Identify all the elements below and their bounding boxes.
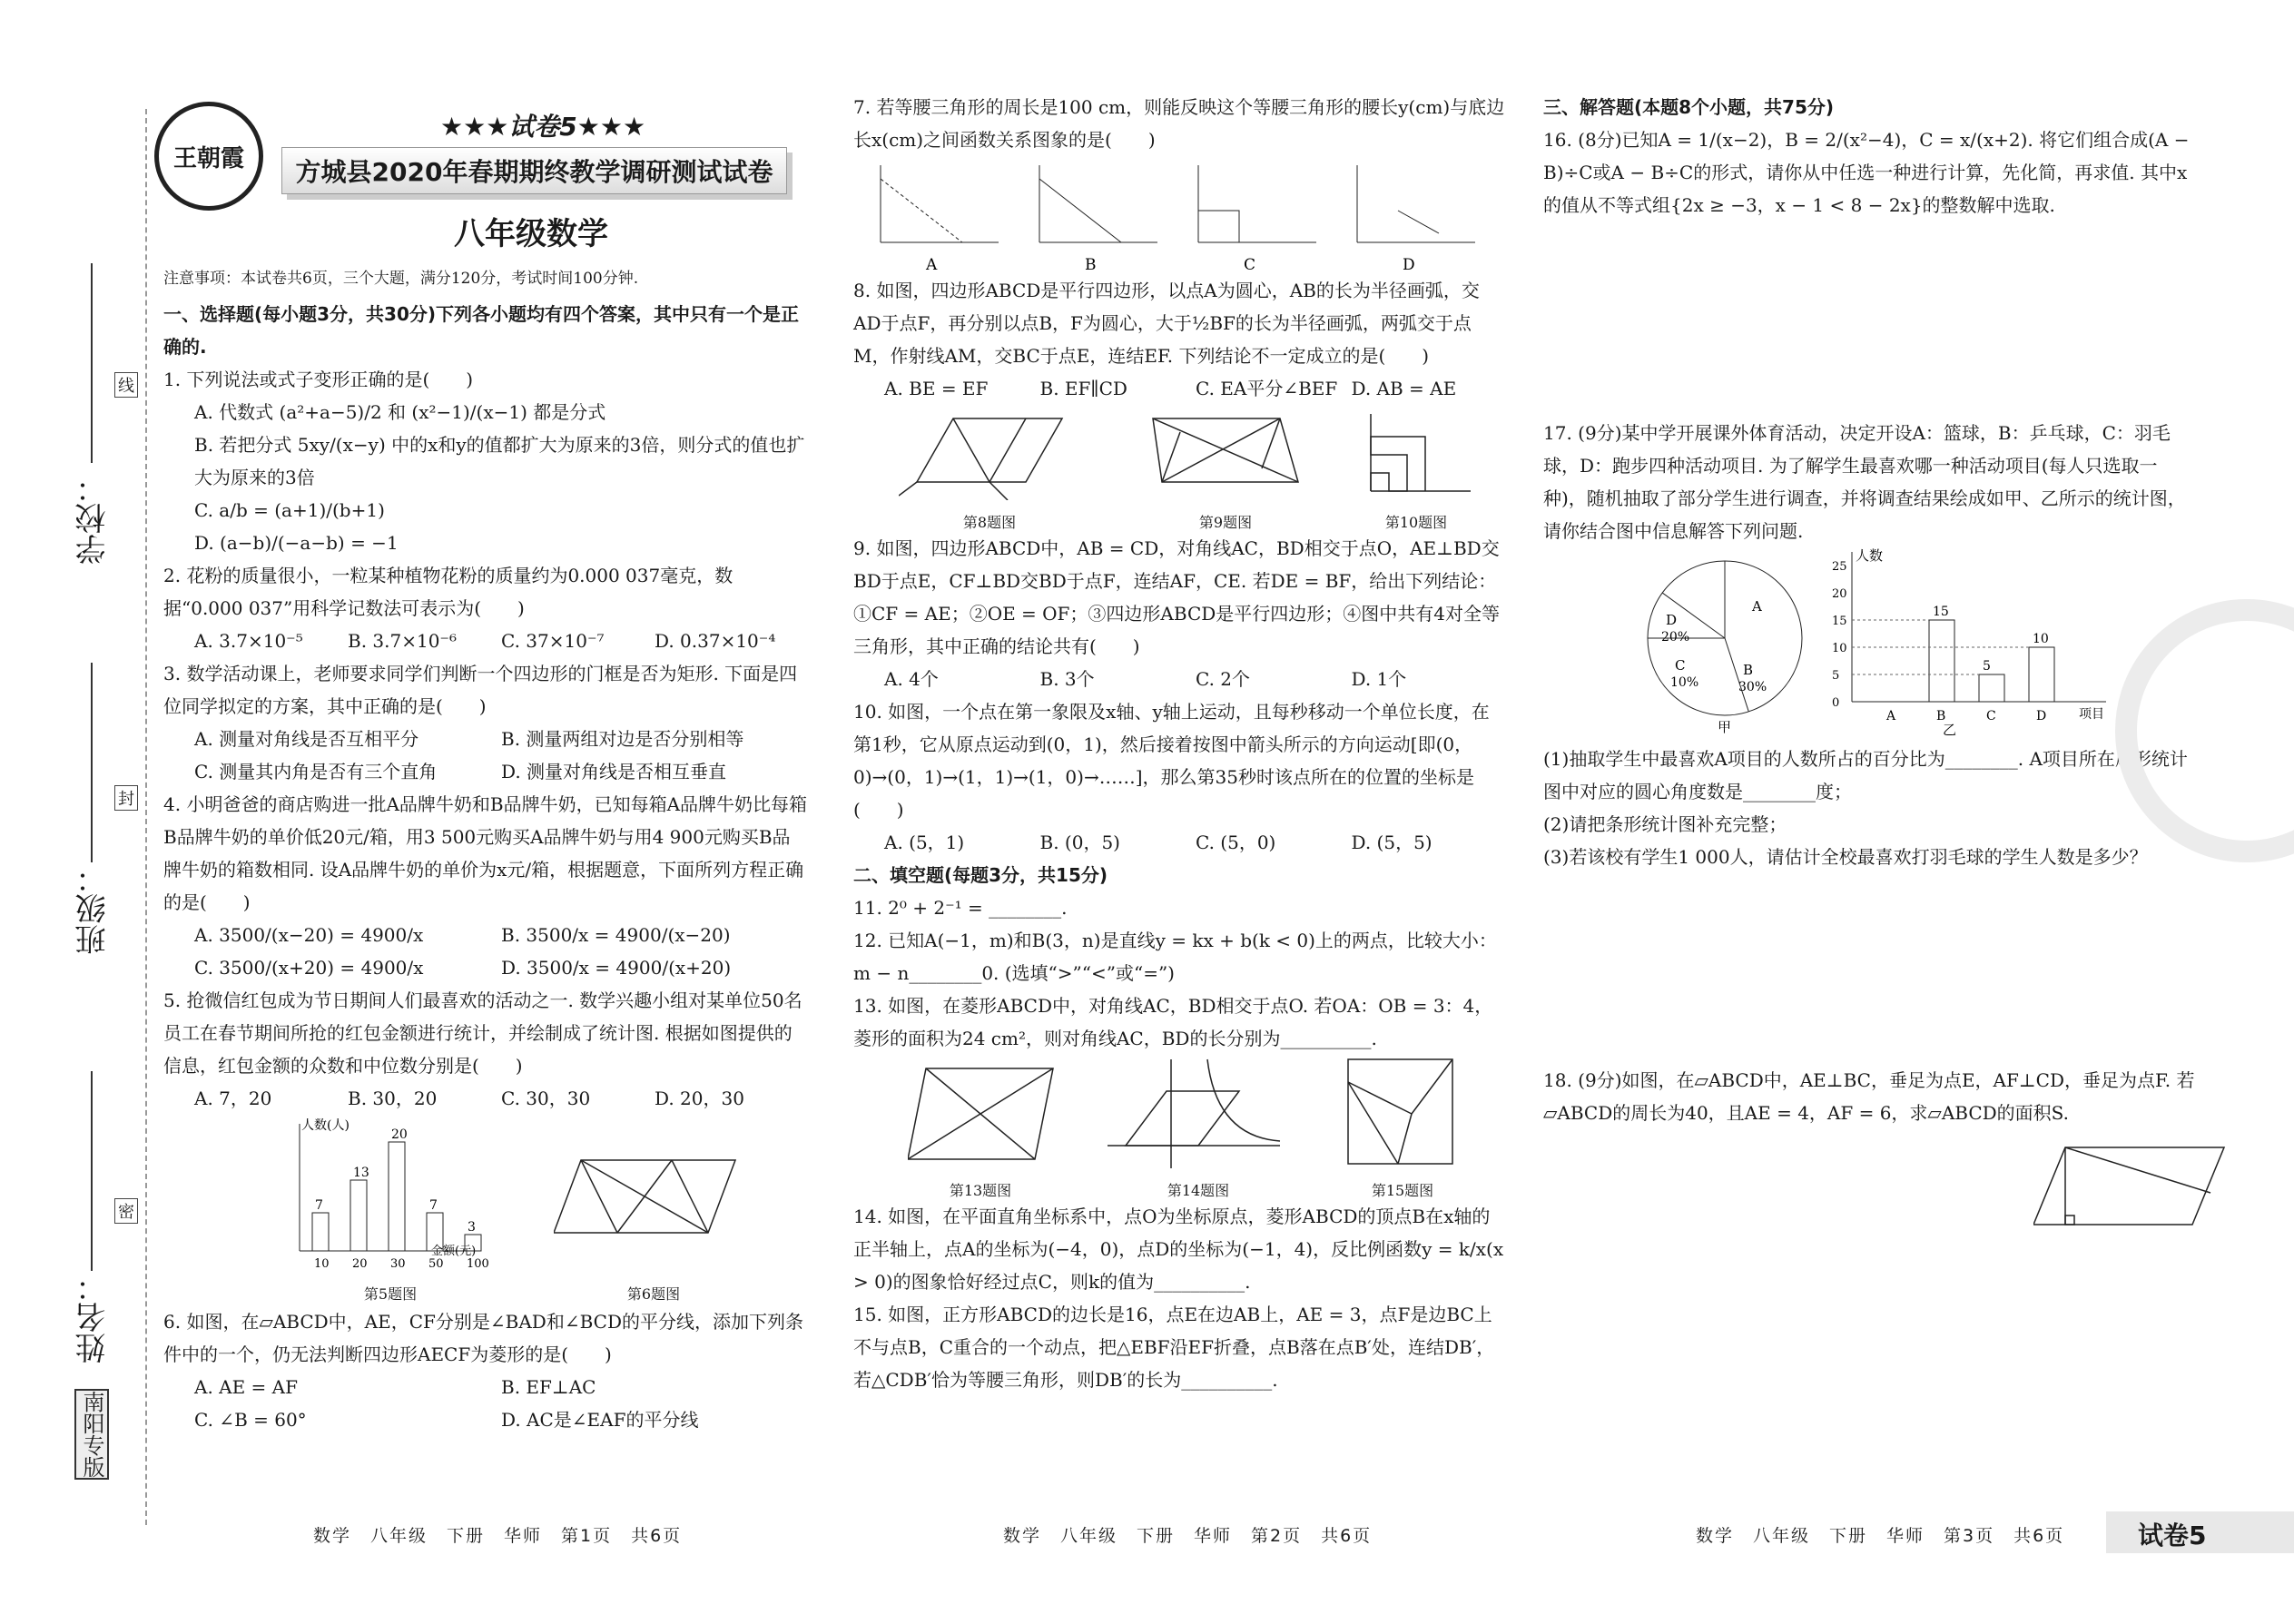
question-16: 16. (8分)已知A = 1/(x−2)，B = 2/(x²−4)，C = x/(x+2). 将它们组合成(A − B)÷C或A − B÷C的形式，请你从中任选一种进行计算，先化简，再求值. 其中x的值从不等式组{2x ≥ −3，x − 1 < 8 − 2x}的整数解中选取. [1543, 129, 2190, 216]
pie-slice-name: A [1752, 598, 1762, 615]
q7-graph-line [881, 179, 962, 242]
bar17-y-tick: 25 [1832, 560, 1847, 574]
page2-footer: 数学 八年级 下册 华师 第2页 共6页 [1003, 1526, 1373, 1546]
fig14-caption: 第14题图 [1167, 1182, 1230, 1199]
pie-slice-name: D [1666, 612, 1678, 628]
fig5-y-label: 人数(人) [301, 1118, 350, 1133]
bar17-bar [1929, 620, 1954, 702]
fig5-bar-label: 20 [391, 1127, 408, 1142]
q7-graph-set [853, 156, 1507, 274]
bar17-bar [1979, 674, 2004, 702]
page3-footer: 数学 八年级 下册 华师 第3页 共6页 [1696, 1526, 2065, 1546]
page2-column [853, 91, 1507, 1396]
page1-footer: 数学 八年级 下册 华师 第1页 共6页 [313, 1526, 683, 1546]
bar17-x-tick: A [1886, 709, 1896, 723]
page1-column [163, 298, 808, 1436]
q5-options [163, 1082, 808, 1115]
fig10-caption: 第10题图 [1384, 514, 1448, 531]
q2-option: C. 37×10⁻⁷ [501, 630, 605, 652]
q9-option: A. 4个 [884, 668, 939, 690]
q2-option: A. 3.7×10⁻⁵ [194, 630, 303, 652]
notice: 注意事项：本试卷共6页，三个大题，满分120分，考试时间100分钟. [163, 270, 639, 288]
q7-graphs [853, 156, 1507, 274]
fig5-bar [350, 1180, 367, 1251]
pie-slice-name: B [1743, 662, 1754, 678]
q6-options [163, 1371, 808, 1436]
q7-graph-label: D [1403, 256, 1415, 274]
fig5-tick-label: 20 [352, 1257, 368, 1271]
question-7: 7. 若等腰三角形的周长是100 cm，则能反映这个等腰三角形的腰长y(cm)与底边长x(cm)之间函数关系图象的是( ) [853, 96, 1505, 151]
question-4: 4. 小明爸爸的商店购进一批A品牌牛奶和B品牌牛奶，已知每箱A品牌牛奶比每箱B品牌牛奶的单价低20元/箱，用3 500元购买A品牌牛奶与用4 900元购买B品牌牛奶的箱数相同. 设A品牌牛奶的单价为x元/箱，根据题意，下面所列方程正确的是( ) [163, 793, 808, 913]
exam-badge: ★★★试卷5★★★ [440, 112, 646, 142]
section-choice-heading: 一、选择题(每小题3分，共30分)下列各小题均有四个答案，其中只有一个是正确的. [163, 303, 800, 358]
q3-options [163, 723, 808, 788]
question-11: 11. 2⁰ + 2⁻¹ = ________. [853, 897, 1068, 919]
section-fill-heading: 二、填空题(每题3分，共15分) [853, 864, 1108, 886]
question-13: 13. 如图，在菱形ABCD中，对角线AC，BD相交于点O. 若OA：OB = 3：4，菱形的面积为24 cm²，则对角线AC，BD的长分别为__________. [853, 995, 1493, 1049]
q4-options [163, 919, 808, 984]
fig5-x-label: 金额(元) [431, 1245, 477, 1258]
fig15-square-fold [1344, 1055, 1462, 1173]
fig13-caption: 第13题图 [949, 1182, 1012, 1199]
question-9: 9. 如图，四边形ABCD中，AB = CD，对角线AC，BD相交于点O，AE⊥BD交BD于点E，CF⊥BD交BD于点F，连结AF，CE. 若DE = BF，给出下列结论：①CF = AE；②OE = OF；③四边形ABCD是平行四边形；④图中共有4对全等三角形，其中正确的结论共有( ) [853, 537, 1501, 657]
fig5-tick-label: 50 [428, 1257, 444, 1271]
question-17: 17. (9分)某中学开展课外体育活动，决定开设A：篮球，B：乒乓球，C：羽毛球，D：跑步四种活动项目. 为了解学生最喜欢哪一种活动项目(每人只选取一种)，随机抽取了部分学生进行调查，并将调查结果绘成如甲、乙所示的统计图，请你结合图中信息解答下列问题. [1543, 422, 2186, 542]
fig8-parallelogram [899, 409, 1080, 500]
fig9-caption: 第9题图 [1198, 514, 1253, 531]
q8-q10-figures [853, 405, 1507, 532]
q9-option: D. 1个 [1351, 668, 1407, 690]
q2-option: B. 3.7×10⁻⁶ [348, 630, 457, 652]
q6-option: A. AE = AF [194, 1376, 298, 1398]
q6-option: D. AC是∠EAF的平分线 [501, 1409, 699, 1431]
q8-option: A. BE = EF [884, 378, 989, 399]
q10-option: D. (5，5) [1351, 832, 1433, 853]
binding-line [145, 109, 147, 1525]
q4-option: A. 3500/(x−20) = 4900/x [194, 924, 424, 946]
fig5-bar-label: 7 [315, 1198, 323, 1213]
bar17-caption: 乙 [1943, 722, 1957, 738]
pie-slice-pct: 20% [1661, 630, 1690, 645]
question-1: 1. 下列说法或式子变形正确的是( ) [163, 369, 474, 390]
q9-options [853, 663, 1507, 695]
question-15: 15. 如图，正方形ABCD的边长是16，点E在边AB上，AE = 3，点F是边BC上不与点B，C重合的一个动点，把△EBF沿EF折叠，点B落在点B′处，连结DB′，若△CDB′恰为等腰三角形，则DB′的长为__________. [853, 1304, 1495, 1391]
q10-option: C. (5，0) [1196, 832, 1276, 853]
subject-title: 八年级数学 [454, 216, 608, 252]
fig5-caption: 第5题图 [363, 1285, 418, 1303]
q2-option: D. 0.37×10⁻⁴ [655, 630, 776, 652]
pie-slice-name: C [1675, 657, 1686, 674]
q1-option-b: B. 若把分式 5xy/(x−y) 中的x和y的值都扩大为原来的3倍，则分式的值也扩大为原来的3倍 [194, 434, 805, 488]
q4-option: D. 3500/x = 4900/(x+20) [501, 957, 732, 979]
fig5-bar [389, 1142, 405, 1251]
seal-line-mark: 线 [114, 372, 138, 398]
bar17-x-tick: B [1936, 709, 1946, 723]
q8-option: B. EF∥CD [1039, 378, 1127, 399]
q8-options [853, 372, 1507, 405]
bar17-x-tick: C [1986, 709, 1996, 723]
q1-option-c: C. a/b = (a+1)/(b+1) [194, 499, 385, 521]
q7-graph-line [1198, 211, 1239, 242]
fig5-tick-label: 100 [467, 1257, 489, 1271]
section-answer-heading: 三、解答题(本题8个小题，共75分) [1543, 96, 1835, 118]
q16-answer-space [1543, 221, 2197, 417]
fig14-coordinate-rhombus [1108, 1055, 1289, 1173]
name-label: 姓名： [75, 1271, 112, 1363]
bar17-y-tick: 20 [1832, 587, 1847, 601]
fig13-rhombus [908, 1059, 1062, 1168]
school-label: 学校： [75, 472, 112, 565]
fig5-bar-label: 7 [429, 1198, 438, 1213]
q4-option: C. 3500/(x+20) = 4900/x [194, 957, 424, 979]
question-8: 8. 如图，四边形ABCD是平行四边形，以点A为圆心，AB的长为半径画弧，交AD于点F，再分别以点B，F为圆心，大于½BF的长为半径画弧，两弧交于点M，作射线AM，交BC于点E，连结EF. 下列结论不一定成立的是( ) [853, 280, 1480, 367]
fig5-bar-label: 13 [353, 1166, 369, 1180]
q17-answer-space [1543, 873, 2197, 1064]
q7-graph-line [1039, 179, 1121, 242]
fig5-bar-chart [272, 1115, 508, 1278]
fig10-grid-path [1353, 409, 1480, 500]
q13-q15-figures [853, 1055, 1507, 1200]
q5-q6-figures [163, 1115, 808, 1305]
bar17-y-label: 人数 [1856, 547, 1884, 564]
q1-option-d: D. (a−b)/(−a−b) = −1 [194, 532, 399, 554]
q3-option: A. 测量对角线是否互相平分 [194, 728, 419, 750]
fig6-caption: 第6题图 [626, 1285, 681, 1303]
class-label: 班级： [75, 862, 112, 955]
pie-caption: 甲 [1718, 719, 1732, 733]
q5-option: B. 30，20 [348, 1088, 438, 1109]
question-17-part1: (1)抽取学生中最喜欢A项目的人数所占的百分比为________. A项目所在扇形统计图中对应的圆心角度数是________度； [1543, 748, 2188, 802]
q5-option: A. 7，20 [194, 1088, 272, 1109]
fig15-caption: 第15题图 [1371, 1182, 1434, 1199]
q1-option-a: A. 代数式 (a²+a−5)/2 和 (x²−1)/(x−1) 都是分式 [194, 401, 606, 423]
question-3: 3. 数学活动课上，老师要求同学们判断一个四边形的门框是否为矩形. 下面是四位同学拟定的方案，其中正确的是( ) [163, 663, 798, 717]
question-18: 18. (9分)如图，在▱ABCD中，AE⊥BC，垂足为点E，AF⊥CD，垂足为点F. 若▱ABCD的周长为40，且AE = 4，AF = 6，求▱ABCD的面积S. [1543, 1069, 2195, 1124]
q10-option: A. (5，1) [884, 832, 965, 853]
q7-graph-label: A [926, 256, 938, 274]
q4-option: B. 3500/x = 4900/(x−20) [501, 924, 731, 946]
pie-chart-jia [1625, 552, 1825, 733]
fig6-parallelogram [554, 1151, 753, 1251]
school-blank [91, 263, 93, 463]
q9-option: B. 3个 [1039, 668, 1095, 690]
q5-option: C. 30，30 [501, 1088, 591, 1109]
question-17-part2: (2)请把条形统计图补充完整； [1543, 813, 1787, 835]
q3-option: B. 测量两组对边是否分别相等 [501, 728, 744, 750]
fig9-quadrilateral [1144, 409, 1307, 500]
bar17-y-tick: 15 [1832, 615, 1847, 628]
bar17-y-tick: 10 [1832, 642, 1847, 655]
bar17-bar [2029, 647, 2054, 702]
logo [154, 102, 263, 211]
bar17-x-label: 项目 [2079, 707, 2104, 722]
q6-option: B. EF⊥AC [501, 1376, 596, 1398]
q9-option: C. 2个 [1196, 668, 1251, 690]
pie-slice-pct: 30% [1738, 680, 1767, 694]
q7-graph-label: B [1085, 256, 1097, 274]
fig5-bar-label: 3 [468, 1220, 476, 1235]
question-5: 5. 抢微信红包成为节日期间人们最喜欢的活动之一. 数学兴趣小组对某单位50名员工在春节期间所抢的红包金额进行统计，并绘制成了统计图. 根据如图提供的信息，红包金额的众数和中位数分别是( ) [163, 989, 802, 1077]
bar17-y-tick: 5 [1832, 669, 1840, 683]
fig5-bar [312, 1213, 329, 1251]
seal-secret-mark: 密 [114, 1198, 138, 1224]
q6-option: C. ∠B = 60° [194, 1409, 307, 1431]
bar17-bar-label: 15 [1933, 605, 1949, 619]
q3-option: C. 测量其内角是否有三个直角 [194, 761, 438, 782]
fig5-tick-label: 10 [314, 1257, 330, 1271]
bar17-bar-label: 10 [2033, 632, 2049, 646]
bar17-y-tick: 0 [1832, 696, 1840, 710]
bar17-bar-label: 5 [1983, 659, 1991, 674]
question-14: 14. 如图，在平面直角坐标系中，点O为坐标原点，菱形ABCD的顶点B在x轴的正半轴上，点A的坐标为(−4，0)，点D的坐标为(−1，4)，反比例函数y = k/x(x > 0)的图象恰好经过点C，则k的值为__________. [853, 1206, 1504, 1293]
bar17-x-tick: D [2036, 709, 2047, 723]
q3-option: D. 测量对角线是否相互垂直 [501, 761, 727, 782]
q10-option: B. (0，5) [1039, 832, 1120, 853]
page-tag-text: 试卷5 [2138, 1521, 2207, 1550]
q7-graph-label: C [1244, 256, 1256, 274]
pie-slice-pct: 10% [1670, 675, 1699, 690]
q7-graph-line [1398, 211, 1439, 233]
question-12: 12. 已知A(−1，m)和B(3，n)是直线y = kx + b(k < 0)上的两点，比较大小：m − n________0. (选填“>”“<”或“=”) [853, 930, 1497, 984]
name-blank [91, 1071, 93, 1271]
question-2: 2. 花粉的质量很小，一粒某种植物花粉的质量约为0.000 037毫克，数据“0.000 037”用科学记数法可表示为( ) [163, 565, 733, 619]
question-17-part3: (3)若该校有学生1 000人，请估计全校最喜欢打羽毛球的学生人数是多少？ [1543, 846, 2148, 868]
q2-options [163, 625, 808, 657]
bar-chart-yi [1816, 547, 2124, 738]
fig5-tick-label: 30 [390, 1257, 406, 1271]
question-10: 10. 如图，一个点在第一象限及x轴、y轴上运动，且每秒移动一个单位长度，在第1秒，它从原点运动到(0，1)，然后接着按图中箭头所示的方向运动[即(0，0)→(0，1)→(1，1)→(1，0)→……]，那么第35秒时该点所在的位置的坐标是( ) [853, 701, 1490, 821]
question-6: 6. 如图，在▱ABCD中，AE，CF分别是∠BAD和∠BCD的平分线，添加下列条件中的一个，仍无法判断四边形AECF为菱形的是( ) [163, 1311, 803, 1365]
q8-option: D. AB = AE [1351, 378, 1457, 399]
class-blank [91, 663, 93, 862]
page3-column [1543, 91, 2197, 1248]
fig8-caption: 第8题图 [962, 514, 1017, 531]
fig18-parallelogram [2033, 1138, 2233, 1238]
q8-option: C. EA平分∠BEF [1196, 378, 1338, 399]
edition-label: 南阳专版 [74, 1389, 109, 1480]
exam-title: 方城县2020年春期期终教学调研测试试卷 [281, 147, 787, 194]
q10-options [853, 826, 1507, 859]
q17-charts [1543, 547, 2197, 743]
logo-text: 王朝霞 [172, 144, 244, 172]
q5-option: D. 20，30 [655, 1088, 744, 1109]
seal-seal-mark: 封 [114, 785, 138, 811]
